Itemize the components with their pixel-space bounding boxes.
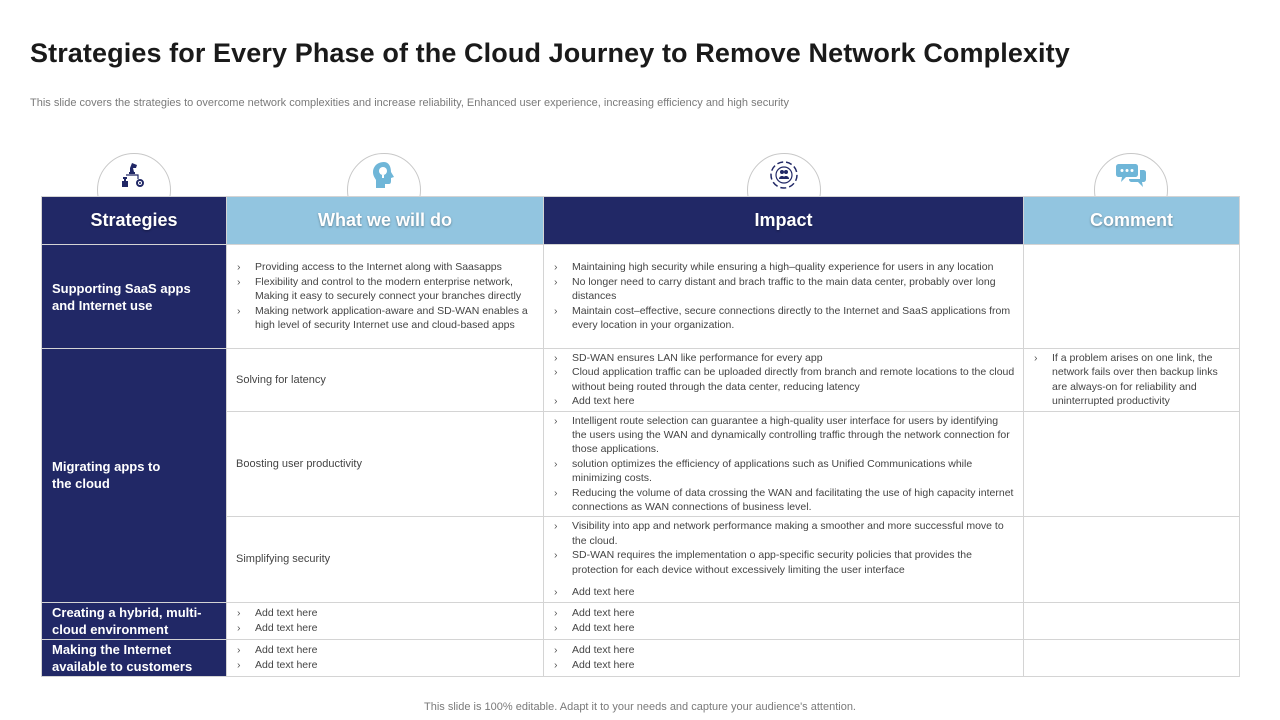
list-item: › Making network application-aware and SD-WAN enables a high level of security Internet use and cloud-based apps bbox=[235, 304, 535, 333]
list-item: › Maintain cost–effective, secure connections directly to the Internet and SaaS applications from every location in your organization. bbox=[552, 304, 1015, 333]
list-item: › Add text here bbox=[235, 606, 535, 620]
slide-footer: This slide is 100% editable. Adapt it to your needs and capture your audience's attention. bbox=[424, 701, 856, 713]
strategies-table bbox=[41, 196, 1240, 677]
list-item: › Add text here bbox=[235, 658, 535, 672]
impact-cell bbox=[544, 411, 1024, 517]
what-cell bbox=[227, 245, 544, 349]
slide-subtitle: This slide covers the strategies to overcome network complexities and increase reliability, Enhanced user experience, increasing efficiency and high security bbox=[30, 97, 789, 109]
list-item: › Maintaining high security while ensuring a high–quality experience for users in any location bbox=[552, 260, 1015, 274]
list-item: › Visibility into app and network performance making a smoother and more successful move to the cloud. bbox=[552, 519, 1015, 548]
list-item: › Add text here bbox=[552, 658, 1015, 672]
what-cell: Solving for latency bbox=[227, 349, 544, 412]
table-row bbox=[42, 245, 1240, 349]
header-what-we-will-do: What we will do bbox=[227, 197, 544, 245]
list-item: › solution optimizes the efficiency of applications such as Unified Communications while minimizing costs. bbox=[552, 457, 1015, 486]
chat-bubbles-icon bbox=[1115, 159, 1147, 191]
head-idea-icon bbox=[368, 159, 400, 191]
impact-cell bbox=[544, 349, 1024, 412]
strategy-cell: Supporting SaaS apps and Internet use bbox=[42, 245, 227, 349]
comment-cell bbox=[1024, 245, 1240, 349]
impact-cell bbox=[544, 639, 1024, 676]
table-row bbox=[42, 639, 1240, 676]
header-strategies: Strategies bbox=[42, 197, 227, 245]
list-item: › SD-WAN ensures LAN like performance for every app bbox=[552, 351, 1015, 365]
list-item: › Cloud application traffic can be uploaded directly from branch and remote locations to the cloud without being routed through the data center, reducing latency bbox=[552, 365, 1015, 394]
impact-cell bbox=[544, 602, 1024, 639]
table-row bbox=[42, 602, 1240, 639]
header-impact: Impact bbox=[544, 197, 1024, 245]
list-item: › Add text here bbox=[552, 621, 1015, 635]
comment-cell bbox=[1024, 639, 1240, 676]
what-we-will-do-icon-badge bbox=[347, 153, 421, 197]
list-item: › No longer need to carry distant and brach traffic to the main data center, probably over long distances bbox=[552, 275, 1015, 304]
list-item: › Add text here bbox=[552, 394, 1015, 408]
list-item: › If a problem arises on one link, the network fails over then backup links are always-on for reliability and uninterrupted productivity bbox=[1032, 351, 1231, 409]
strategy-cell bbox=[42, 349, 227, 603]
impact-cell bbox=[544, 245, 1024, 349]
list-item: › Add text here bbox=[552, 606, 1015, 620]
impact-cell bbox=[544, 517, 1024, 602]
what-cell: Boosting user productivity bbox=[227, 411, 544, 517]
list-item: › Add text here bbox=[235, 643, 535, 657]
strategy-cell: Making the Internet available to customers bbox=[42, 639, 227, 676]
strategy-label: Migrating apps to the cloud bbox=[52, 459, 161, 492]
comment-icon-badge bbox=[1094, 153, 1168, 197]
comment-cell bbox=[1024, 602, 1240, 639]
what-cell bbox=[227, 602, 544, 639]
strategies-icon-badge bbox=[97, 153, 171, 197]
list-item: › Intelligent route selection can guarantee a high-quality user interface for users by identifying the users using the WAN and dynamically controlling traffic through the network connection for those applications. bbox=[552, 414, 1015, 457]
chess-strategy-icon bbox=[118, 159, 150, 191]
list-item: › Add text here bbox=[235, 621, 535, 635]
impact-icon-badge bbox=[747, 153, 821, 197]
list-item: › Add text here bbox=[552, 585, 1015, 599]
list-item: › Flexibility and control to the modern enterprise network, Making it easy to securely connect your branches directly bbox=[235, 275, 535, 304]
what-cell: Simplifying security bbox=[227, 517, 544, 602]
slide-title: Strategies for Every Phase of the Cloud Journey to Remove Network Complexity bbox=[30, 38, 1070, 68]
list-item: › Reducing the volume of data crossing the WAN and facilitating the use of high capacity internet connections as WAN connections of business level. bbox=[552, 486, 1015, 515]
comment-cell bbox=[1024, 411, 1240, 517]
list-item: › SD-WAN requires the implementation o app-specific security policies that provides the protection for each device without excessively limiting the user interface bbox=[552, 548, 1015, 577]
table-header-row bbox=[42, 197, 1240, 245]
target-people-icon bbox=[768, 159, 800, 191]
table-row bbox=[42, 349, 1240, 412]
comment-cell bbox=[1024, 517, 1240, 602]
comment-cell bbox=[1024, 349, 1240, 412]
header-comment: Comment bbox=[1024, 197, 1240, 245]
list-item: › Add text here bbox=[552, 643, 1015, 657]
what-cell bbox=[227, 639, 544, 676]
list-item: › Providing access to the Internet along with Saasapps bbox=[235, 260, 535, 274]
strategy-cell: Creating a hybrid, multi-cloud environment bbox=[42, 602, 227, 639]
